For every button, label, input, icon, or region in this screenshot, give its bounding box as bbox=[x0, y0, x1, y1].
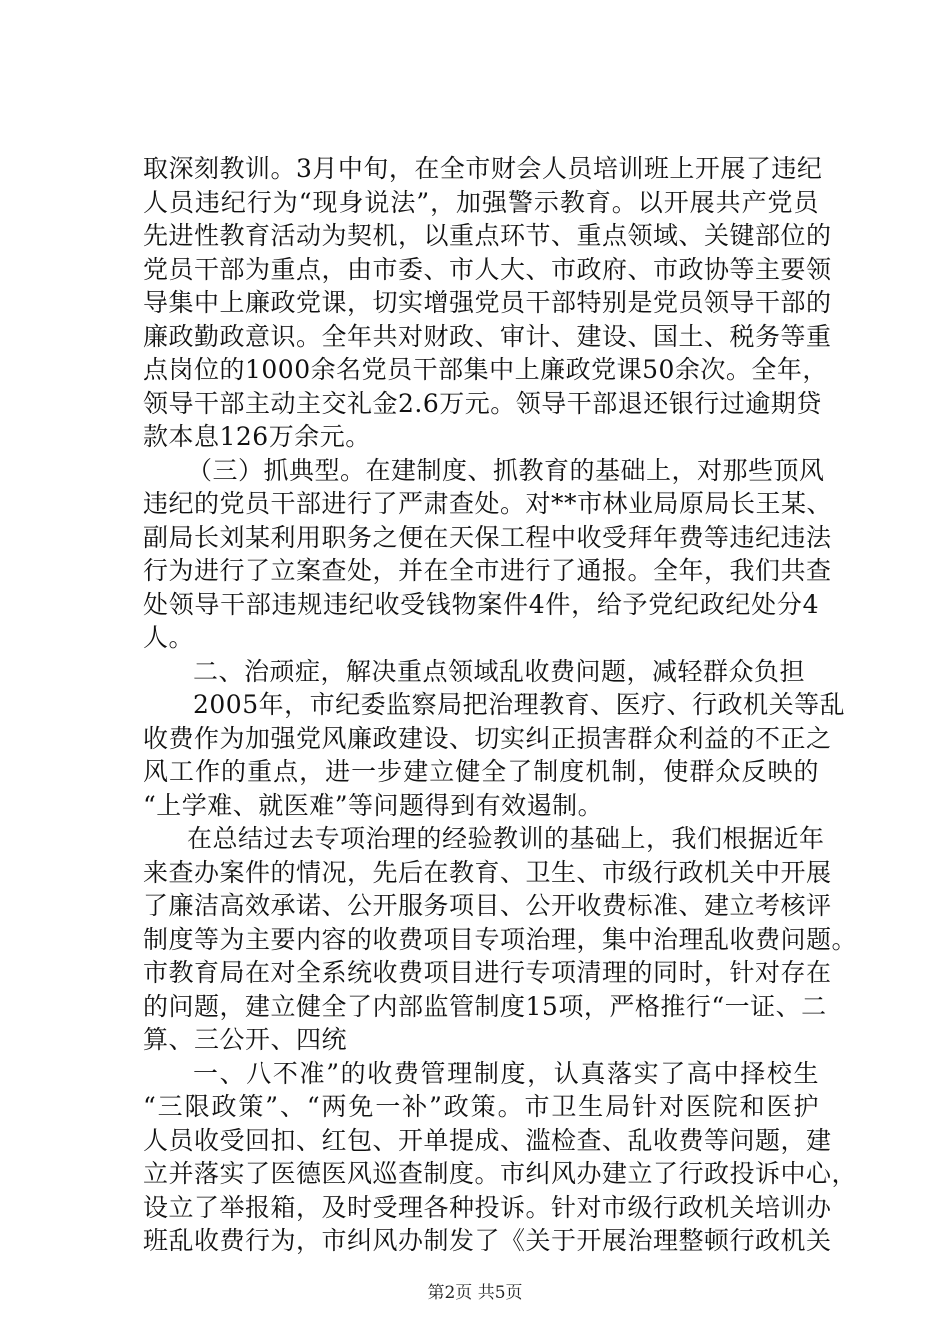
text-line: 取深刻教训。3月中旬，在全市财会人员培训班上开展了违纪 bbox=[143, 154, 823, 183]
text-line: 算、三公开、四统 bbox=[143, 1025, 348, 1054]
text-line: 导集中上廉政党课，切实增强党员干部特别是党员领导干部的 bbox=[143, 288, 832, 317]
text-line: 收费作为加强党风廉政建设、切实纠正损害群众利益的不正之 bbox=[143, 723, 832, 753]
text-line: 款本息126万余元。 bbox=[143, 422, 371, 451]
text-line: 在总结过去专项治理的经验教训的基础上，我们根据近年 bbox=[187, 824, 825, 853]
text-line: 副局长刘某利用职务之便在天保工程中收受拜年费等违纪违法 bbox=[143, 522, 832, 552]
text-line: 违纪的党员干部进行了严肃查处。对**市林业局原局长王某、 bbox=[143, 489, 833, 518]
text-line: 班乱收费行为，市纠风办制发了《关于开展治理整顿行政机关 bbox=[143, 1226, 832, 1255]
text-line: 先进性教育活动为契机，以重点环节、重点领域、关键部位的 bbox=[143, 221, 832, 250]
text-line: 市教育局在对全系统收费项目进行专项清理的同时，针对存在 bbox=[143, 958, 832, 987]
text-line: 一、八不准”的收费管理制度，认真落实了高中择校生 bbox=[193, 1058, 819, 1088]
text-line: “三限政策”、“两免一补”政策。市卫生局针对医院和医护 bbox=[143, 1092, 819, 1121]
text-line: 人员违纪行为“现身说法”，加强警示教育。以开展共产党员 bbox=[143, 187, 819, 217]
text-line: 制度等为主要内容的收费项目专项治理，集中治理乱收费问题。 bbox=[143, 924, 858, 954]
text-line: 人。 bbox=[143, 623, 195, 652]
section-heading: 二、治顽症，解决重点领域乱收费问题，减轻群众负担 bbox=[193, 656, 806, 686]
text-line: 的问题，建立健全了内部监管制度15项，严格推行“一证、二 bbox=[143, 991, 827, 1021]
text-line: 人员收受回扣、红包、开单提成、滥检查、乱收费等问题，建 bbox=[143, 1125, 832, 1155]
text-line: 处领导干部违规违纪收受钱物案件4件，给予党纪政纪处分4 bbox=[143, 589, 819, 619]
text-line: 行为进行了立案查处，并在全市进行了通报。全年，我们共查 bbox=[143, 556, 832, 585]
text-line: 2005年，市纪委监察局把治理教育、医疗、行政机关等乱 bbox=[193, 690, 846, 719]
text-line: （三）抓典型。在建制度、抓教育的基础上，对那些顶风 bbox=[187, 455, 825, 485]
text-line: 立并落实了医德医风巡查制度。市纠风办建立了行政投诉中心， bbox=[143, 1159, 858, 1188]
page-footer: 第2页 共5页 bbox=[427, 1283, 523, 1303]
text-line: 设立了举报箱，及时受理各种投诉。针对市级行政机关培训办 bbox=[143, 1192, 832, 1222]
text-line: 来查办案件的情况，先后在教育、卫生、市级行政机关中开展 bbox=[143, 857, 832, 887]
text-line: 党员干部为重点，由市委、市人大、市政府、市政协等主要领 bbox=[143, 254, 832, 284]
text-line: 廉政勤政意识。全年共对财政、审计、建设、国土、税务等重 bbox=[143, 321, 832, 351]
text-line: 风工作的重点，进一步建立健全了制度机制，使群众反映的 bbox=[143, 757, 819, 786]
body-text bbox=[143, 152, 858, 1258]
text-line: 了廉洁高效承诺、公开服务项目、公开收费标准、建立考核评 bbox=[143, 891, 832, 920]
text-line: 领导干部主动主交礼金2.6万元。领导干部退还银行过逾期贷 bbox=[143, 388, 822, 418]
text-line: 点岗位的1000余名党员干部集中上廉政党课50余次。全年， bbox=[143, 355, 828, 384]
text-line: “上学难、就医难”等问题得到有效遏制。 bbox=[143, 790, 604, 820]
